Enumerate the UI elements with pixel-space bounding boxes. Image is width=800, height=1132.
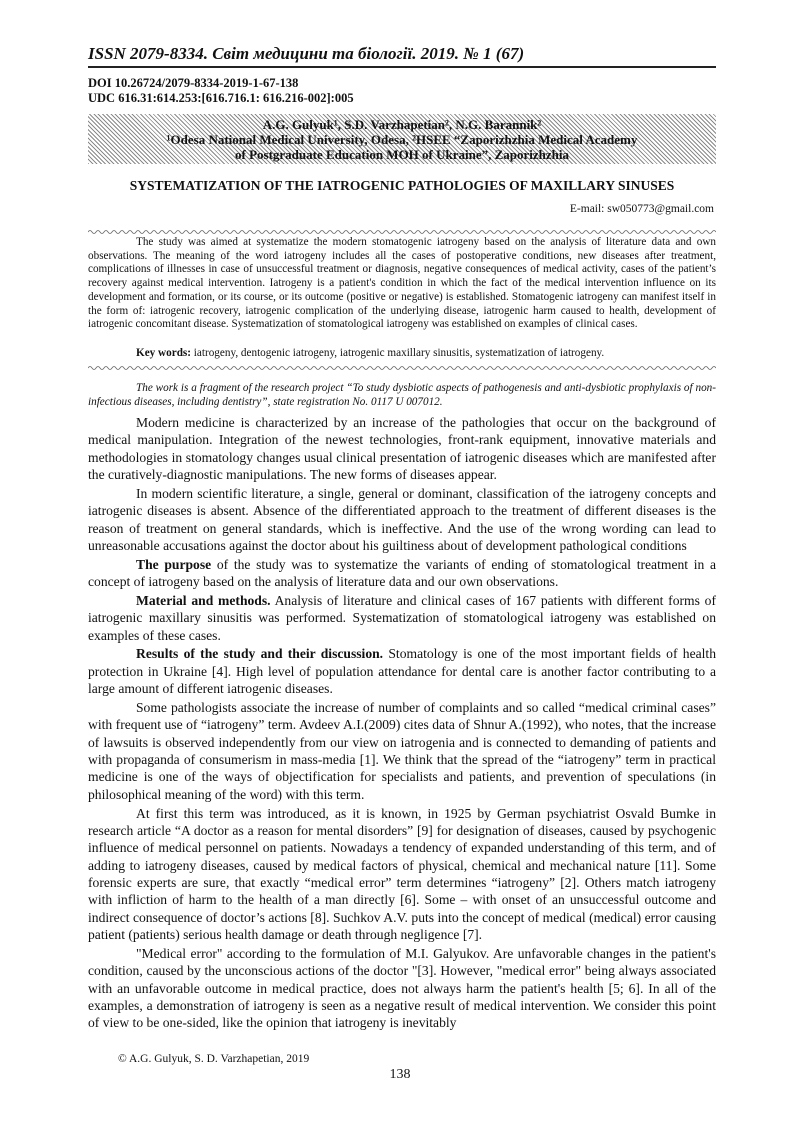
abstract-text: The study was aimed at systematize the modern stomatogenic iatrogeny based on the analysis of literature data and own observations. The meaning of the word iatrogeny includes all the cases of postoperative conditions, new diseases after treatment, complications of illnesses in case of unsuccessful treatment or diagnosis, negative consequences of medical activity, cases of the patient’s recovery against medical intervention. Iatrogeny is a patient's condition in which the fact of the medical intervention influence on its development and formation, or its course, or its outcome (positive or negative) is established. Stomatogenic iatrogeny can manifest itself in the form of: iatrogenic recovery, iatrogenic complication of the underlying disease, iatrogenic harm caused to health, development of iatrogenic concomitant disease. Systematization of stomatological iatrogeny was established on examples of clinical cases. [88,236,716,331]
affiliation-line-1: ¹Odesa National Medical University, Odesa, ²HSEE “Zaporizhzhia Medical Academy [166,132,638,147]
affiliation-line-2: of Postgraduate Education MOH of Ukraine”, Zaporizhzhia [234,147,570,162]
methods-text: Analysis of literature and clinical cases of 167 patients with different forms of iatrogenic maxillary sinusitis was performed. Systematization of stomatological iatrogeny was established on examples of these cases. [88,592,716,643]
body-paragraph: "Medical error" according to the formulation of M.I. Galyukov. Are unfavorable changes in the patient's condition, caused by the unconscious actions of the doctor "[3]. However, "medical error" being always associated with an unfavorable outcome in medical practice, does not always harm the patient's health [5; 6]. In all of the examples, a demonstration of iatrogeny is seen as a negative result of medical intervention. We consider this point of view to be one-sided, like the opinion that iatrogeny is inevitably [88,945,716,1031]
article-body [88,414,716,1033]
results-paragraph [88,645,716,697]
results-label: Results of the study and their discussion. [136,646,384,662]
contact-email: E-mail: sw050773@gmail.com [569,203,714,215]
udc-line: UDC 616.31:614.253:[616.716.1: 616.216-002]:005 [88,91,354,105]
page-number: 138 [389,1067,411,1082]
article-title: SYSTEMATIZATION OF THE IATROGENIC PATHOLOGIES OF MAXILLARY SINUSES [129,178,675,193]
abstract-bottom-divider [88,365,716,371]
methods-paragraph [88,592,716,644]
keywords-label: Key words: [136,347,191,359]
body-paragraph: Some pathologists associate the increase of number of complaints and so called “medical criminal cases” with frequent use of “iatrogeny” term. Avdeev A.I.(2009) cites data of Shnur A.(1992), who notes, that the increase of lawsuits is observed independently from our view on iatrogenia and is connected to demanding of patients and with propaganda of consumerism in mass-media [1]. We think that the spread of the “iatrogeny” term in practical medicine is one of the ways of objectification for specialists and patients, and prevention of speculations (in philosophical meaning of the word) with this term. [88,700,716,802]
methods-label: Material and methods. [136,592,271,608]
journal-header: ISSN 2079-8334. Світ медицини та біології. 2019. № 1 (67) [88,44,716,68]
keywords-values: iatrogeny, dentogenic iatrogeny, iatrogenic maxillary sinusitis, systematization of iatrogeny. [191,347,605,359]
purpose-paragraph [88,556,716,591]
research-project-note: The work is a fragment of the research project “To study dysbiotic aspects of pathogenesis and anti-dysbiotic prophylaxis of non-infectious diseases, including dentistry”, state registration No. 0117 U 007012. [88,382,716,408]
authors-block [88,114,716,164]
purpose-text: of the study was to systematize the variants of ending of stomatological treatment in a concept of iatrogeny based on the analysis of literature data and our own observations. [88,556,716,590]
article-identifiers [88,76,354,106]
author-names: A.G. Gulyuk¹, S.D. Varzhapetian², N.G. Barannik² [262,117,542,132]
body-paragraph: At first this term was introduced, as it is known, in 1925 by German psychiatrist Osvald Bumke in research article “A doctor as a reason for mental disorders” [9] for designation of diseases, caused by psychogenic influence of medical personnel on patients. Nowadays a tendency of expanded understanding of this term, and of adding to iatrogeny diseases, caused by medical factors of physical, chemical and mechanical nature [11]. Some forensic experts are sure, that exactly “medical error” term determines “iatrogeny” [2]. Others match iatrogeny with infliction of harm to the health of a man directly [6]. Some – with onset of an unsuccessful outcome and indirect consequence of doctor’s actions [8]. Suchkov A.V. puts into the concept of medical (medical) error causing patient (patients) serious health damage or death through negligence [7]. [88,805,716,942]
doi-line: DOI 10.26724/2079-8334-2019-1-67-138 [88,76,299,90]
results-text: Stomatology is one of the most important fields of health protection in Ukraine [4]. High level of population attendance for dental care is another factor contributing to a large amount of different iatrogenic diseases. [88,646,716,697]
copyright-notice: © A.G. Gulyuk, S. D. Varzhapetian, 2019 [118,1053,310,1065]
purpose-label: The purpose [136,556,212,572]
keywords-line [88,347,716,361]
body-paragraph: Modern medicine is characterized by an increase of the pathologies that occur on the background of medical manipulation. Integration of the newest technologies, front-rank equipment, innovative materials and methodologies in stomatology changes usual clinical presentation of iatrogenic diseases which are manifested after the curatively-diagnostic manipulations. The new forms of diseases appear. [88,415,716,483]
body-paragraph: In modern scientific literature, a single, general or dominant, classification of the iatrogeny concepts and iatrogenic diseases is absent. Absence of the differentiated approach to the treatment of different diseases is the reason of treatment on general standards, which is ineffective. And the use of the wrong wording can lead to unreasonable accusations against the doctor about his guiltiness about of development pathological conditions [88,485,716,553]
abstract-top-divider [88,229,716,235]
